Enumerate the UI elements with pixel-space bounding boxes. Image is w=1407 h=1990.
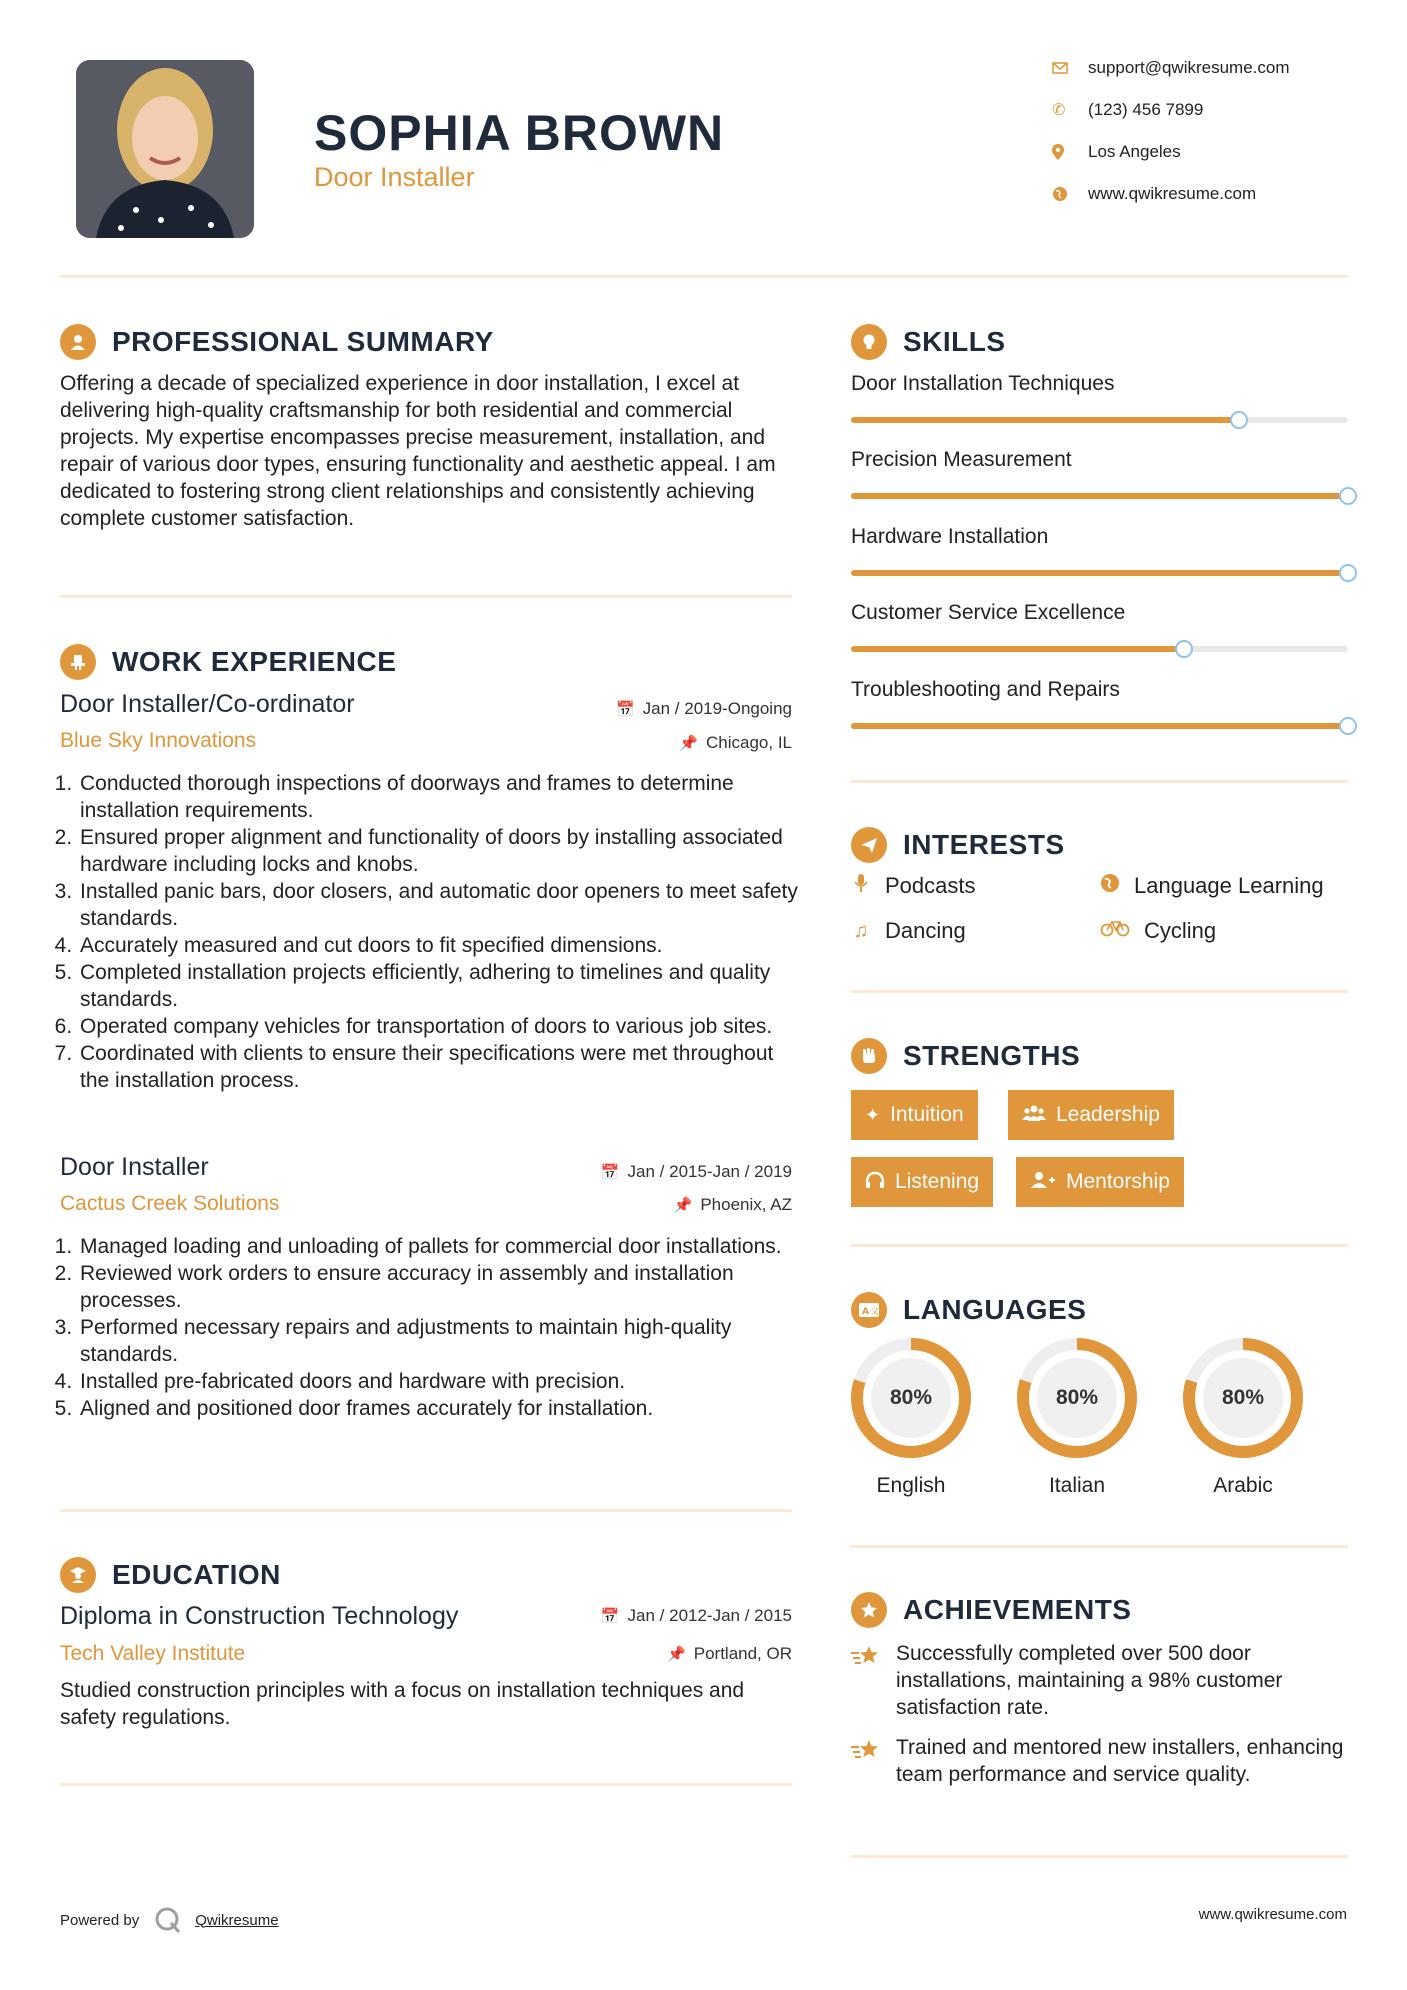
phone-icon: ✆ — [1052, 102, 1066, 119]
header-divider — [60, 275, 1348, 278]
skill-name: Precision Measurement — [851, 448, 1072, 471]
job-title: Door Installer — [60, 1153, 209, 1181]
contact-email[interactable]: support@qwikresume.com — [1052, 58, 1372, 78]
magic-wand-icon: ✦ — [865, 1104, 881, 1125]
skill-slider-handle — [1339, 717, 1357, 735]
skill-slider-handle — [1175, 640, 1193, 658]
skill-bar — [851, 646, 1348, 652]
user-plus-icon — [1030, 1171, 1056, 1194]
lightbulb-icon — [851, 324, 887, 360]
skills-divider — [851, 780, 1348, 783]
skill-name: Troubleshooting and Repairs — [851, 678, 1120, 701]
languages-divider — [851, 1545, 1348, 1548]
mail-icon — [1052, 62, 1088, 74]
list-item: 1. Managed loading and unloading of pallets for commercial door installations. — [78, 1233, 798, 1260]
achievements-heading: ACHIEVEMENTS — [851, 1592, 1131, 1628]
list-item: 2. Ensured proper alignment and functionality of doors by installing associated hardware including locks and knobs. — [78, 824, 798, 878]
job-responsibilities — [58, 1233, 798, 1422]
skill-bar — [851, 493, 1348, 499]
map-pin-icon — [1052, 144, 1088, 160]
contact-website[interactable]: www.qwikresume.com — [1052, 184, 1372, 204]
skill-slider-handle — [1339, 564, 1357, 582]
language-name: English — [876, 1474, 946, 1497]
strengths-divider — [851, 1244, 1348, 1247]
footer-powered-by: Powered by Qwikresume — [60, 1905, 279, 1935]
achievement-item: Trained and mentored new installers, enhancing team performance and service quality. — [896, 1736, 1344, 1786]
bicycle-icon — [1100, 919, 1130, 943]
list-item: 5. Completed installation projects efficiently, adhering to timelines and quality standards. — [78, 959, 798, 1013]
list-item: 1. Conducted thorough inspections of doorways and frames to determine installation requirements. — [78, 770, 798, 824]
candidate-name: SOPHIA BROWN — [314, 105, 725, 161]
briefcase-icon — [60, 644, 96, 680]
skill-bar — [851, 570, 1348, 576]
list-item: 3. Performed necessary repairs and adjustments to maintain high-quality standards. — [78, 1314, 798, 1368]
list-item: 5. Aligned and positioned door frames accurately for installation. — [78, 1395, 798, 1422]
language-percent: 80% — [1221, 1386, 1265, 1409]
summary-divider — [60, 595, 792, 598]
education-location: 📌 Portland, OR — [667, 1644, 792, 1663]
user-icon — [60, 324, 96, 360]
pin-icon: 📌 — [673, 1197, 693, 1214]
language-percent: 80% — [889, 1386, 933, 1409]
qwikresume-logo-icon — [153, 1905, 183, 1935]
interests-heading: INTERESTS — [851, 827, 1065, 863]
svg-text:文: 文 — [870, 1307, 880, 1317]
footer-website-link[interactable]: www.qwikresume.com — [1198, 1906, 1347, 1923]
svg-text:A: A — [862, 1307, 869, 1317]
education-text: Studied construction principles with a focus on installation techniques and safety regulations. — [60, 1679, 745, 1729]
calendar-icon: 📅 — [600, 1164, 620, 1181]
job-location: 📌 Chicago, IL — [679, 733, 792, 752]
strength-tag-intuition: ✦ Intuition — [851, 1090, 978, 1140]
job-company: Cactus Creek Solutions — [60, 1192, 280, 1215]
languages-heading: A 文 LANGUAGES — [851, 1292, 1086, 1328]
contact-location: Los Angeles — [1052, 142, 1372, 162]
interest-item: Language Learning — [1100, 873, 1324, 899]
pin-icon: 📌 — [667, 1646, 686, 1663]
globe-icon — [1052, 186, 1088, 202]
achievement-item: Successfully completed over 500 door installations, maintaining a 98% customer satisfaction rate. — [896, 1642, 1283, 1719]
list-item: 4. Installed pre-fabricated doors and hardware with precision. — [78, 1368, 798, 1395]
pin-icon: 📌 — [679, 735, 698, 752]
graduate-icon — [60, 1557, 96, 1593]
language-name: Arabic — [1213, 1474, 1273, 1497]
interests-divider — [851, 990, 1348, 993]
interest-item: Podcasts — [851, 873, 976, 899]
experience-heading: WORK EXPERIENCE — [60, 644, 396, 680]
education-heading: EDUCATION — [60, 1557, 281, 1593]
microphone-icon — [851, 873, 871, 899]
list-item: 3. Installed panic bars, door closers, and automatic door openers to meet safety standards. — [78, 878, 798, 932]
paper-plane-icon — [851, 827, 887, 863]
list-item: 6. Operated company vehicles for transportation of doors to various job sites. — [78, 1013, 798, 1040]
contact-phone[interactable]: ✆ (123) 456 7899 — [1052, 100, 1204, 119]
headphones-icon — [865, 1171, 885, 1194]
job-title: Door Installer/Co-ordinator — [60, 690, 355, 718]
school-name: Tech Valley Institute — [60, 1642, 246, 1665]
job-responsibilities — [58, 770, 798, 1094]
profile-photo — [76, 60, 254, 238]
shooting-star-icon — [851, 1737, 883, 1769]
skill-name: Door Installation Techniques — [851, 372, 1115, 395]
interest-item: ♫ Dancing — [851, 918, 966, 944]
star-badge-icon — [851, 1592, 887, 1628]
skills-heading: SKILLS — [851, 324, 1006, 360]
job-date: 📅 Jan / 2019-Ongoing — [615, 699, 792, 718]
strength-tag-leadership: Leadership — [1008, 1090, 1174, 1140]
globe-icon — [1100, 873, 1120, 899]
degree-title: Diploma in Construction Technology — [60, 1602, 459, 1630]
skill-name: Hardware Installation — [851, 525, 1049, 548]
job-location: 📌 Phoenix, AZ — [673, 1195, 792, 1214]
strength-tag-mentorship: Mentorship — [1016, 1157, 1184, 1207]
strength-tag-listening: Listening — [851, 1157, 993, 1207]
calendar-icon: 📅 — [615, 701, 635, 718]
list-item: 4. Accurately measured and cut doors to fit specified dimensions. — [78, 932, 798, 959]
candidate-title: Door Installer — [314, 162, 475, 192]
list-item: 2. Reviewed work orders to ensure accuracy in assembly and installation processes. — [78, 1260, 798, 1314]
summary-text: Offering a decade of specialized experience in door installation, I excel at delivering high-quality craftsmanship for both residential and commercial projects. My expertise encompasses precise measurement, installation, and repair of various door types, ensuring functionality and aesthetic appeal. I am dedicated to fostering strong client relationships and consistently achieving complete customer satisfaction. — [60, 372, 776, 530]
interest-item: Cycling — [1100, 918, 1216, 944]
strengths-heading: STRENGTHS — [851, 1038, 1080, 1074]
experience-divider — [60, 1509, 792, 1512]
users-icon — [1022, 1104, 1046, 1127]
achievements-divider — [851, 1855, 1348, 1858]
calendar-icon: 📅 — [600, 1608, 620, 1625]
list-item: 7. Coordinated with clients to ensure their specifications were met throughout the installation process. — [78, 1040, 798, 1094]
education-date: 📅 Jan / 2012-Jan / 2015 — [600, 1606, 792, 1625]
job-date: 📅 Jan / 2015-Jan / 2019 — [600, 1162, 792, 1181]
footer-brand-link[interactable]: Qwikresume — [195, 1911, 279, 1929]
skill-bar — [851, 723, 1348, 729]
music-note-icon: ♫ — [853, 919, 869, 942]
skill-slider-handle — [1230, 411, 1248, 429]
summary-heading: PROFESSIONAL SUMMARY — [60, 324, 494, 360]
language-name: Italian — [1048, 1474, 1106, 1497]
skill-name: Customer Service Excellence — [851, 601, 1126, 624]
fist-icon — [851, 1038, 887, 1074]
shooting-star-icon — [851, 1643, 883, 1675]
skill-bar — [851, 417, 1348, 423]
skill-slider-handle — [1339, 487, 1357, 505]
job-company: Blue Sky Innovations — [60, 729, 257, 752]
education-divider — [60, 1783, 792, 1786]
language-percent: 80% — [1055, 1386, 1099, 1409]
translate-icon — [851, 1292, 887, 1328]
